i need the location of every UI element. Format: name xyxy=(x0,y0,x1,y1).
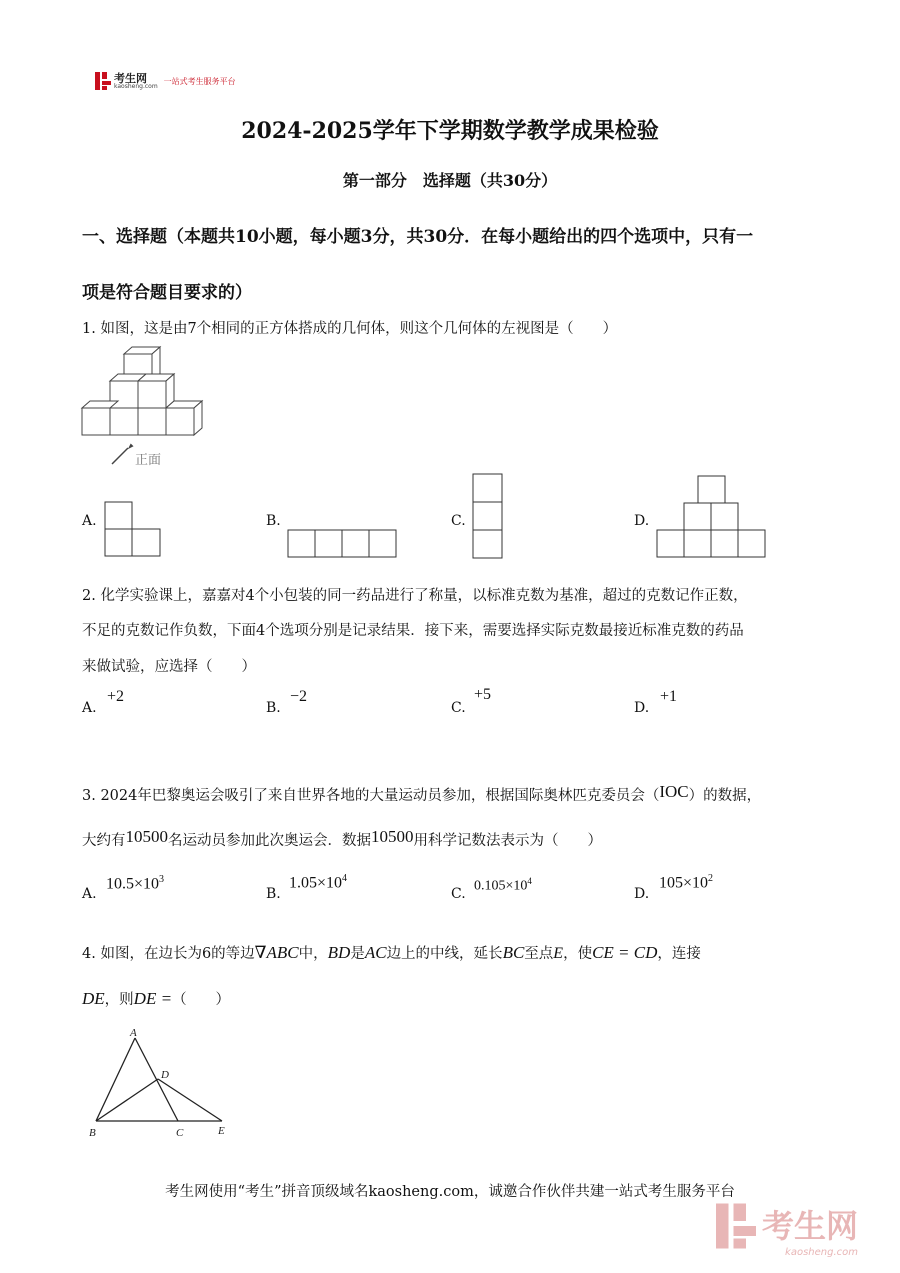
q1-option-b-label[interactable]: B. xyxy=(266,513,281,529)
q4-e: E xyxy=(553,945,564,962)
q1-option-c-figure[interactable] xyxy=(472,472,506,560)
point-d-label: D xyxy=(161,1069,169,1081)
q1-option-c-label[interactable]: C. xyxy=(451,513,466,529)
q3-option-a-value[interactable] xyxy=(106,874,164,893)
front-label: 正面 xyxy=(135,453,162,468)
q4-bd: BD xyxy=(327,943,351,962)
page-title: 2024-2025学年下学期数学教学成果检验 xyxy=(241,118,659,144)
q3-option-c-value[interactable] xyxy=(474,876,532,895)
q1-solid-figure xyxy=(80,346,205,471)
q4-text-5: 至点 xyxy=(524,946,554,962)
logo-text xyxy=(114,73,158,90)
question-2-line1: 2. 化学实验课上，嘉嘉对4个小包装的同一药品进行了称量，以标准克数为基准，超过的克数记作正数， xyxy=(82,588,748,604)
q1-option-a-figure[interactable] xyxy=(104,500,164,560)
q3-text-a: 3. 2024年巴黎奥运会吸引了来自世界各地的大量运动员参加，根据国际奥林匹克委员会（ xyxy=(82,788,660,804)
q4-text-6: ，使 xyxy=(563,946,593,962)
part-heading: 第一部分 选择题（共30分） xyxy=(342,171,558,190)
q3-ioc: IOC xyxy=(659,782,689,801)
logo-name: 考生网 xyxy=(114,71,147,85)
q3-option-d-value[interactable] xyxy=(659,873,713,892)
q2-option-a-value[interactable]: +2 xyxy=(107,688,125,705)
q3-option-a-label[interactable]: A. xyxy=(82,886,97,902)
q4-de: DE xyxy=(82,989,105,1008)
watermark-name: 考生网 xyxy=(762,1207,859,1245)
q3-option-c-base: 0.105×10 xyxy=(474,878,528,894)
q2-option-a-label[interactable]: A. xyxy=(82,700,97,716)
question-1-text: 1. 如图，这是由7个相同的正方体搭成的几何体，则这个几何体的左视图是（ ） xyxy=(82,321,618,337)
q3-option-b-base: 1.05×10 xyxy=(289,874,343,892)
page-footer: 考生网使用“考生”拼音顶级域名kaosheng.com，诚邀合作伙伴共建一站式考生服务平台 xyxy=(165,1184,735,1200)
q4-bc: BC xyxy=(502,943,525,962)
q4-de-equals: DE = xyxy=(133,989,173,1008)
q1-option-d-figure[interactable] xyxy=(656,474,770,560)
q3-number-2: 10500 xyxy=(371,827,414,846)
point-c-label: C xyxy=(176,1127,184,1139)
q2-option-d-value[interactable]: +1 xyxy=(660,688,678,705)
section-heading-line1: 一、选择题（本题共10小题，每小题3分，共30分．在每小题给出的四个选项中，只有一 xyxy=(82,227,754,247)
q4-triangle: ∇ABC xyxy=(254,943,299,962)
q4-ac: AC xyxy=(364,943,387,962)
q3-option-a-exp: 3 xyxy=(159,874,165,885)
q3-option-d-exp: 2 xyxy=(708,873,714,884)
q4-text-4: 边上的中线，延长 xyxy=(386,946,503,962)
q3-option-a-base: 10.5×10 xyxy=(106,875,160,893)
point-b-label: B xyxy=(89,1127,96,1139)
section-heading-line2: 项是符合题目要求的） xyxy=(82,283,252,303)
watermark xyxy=(716,1201,858,1258)
question-2-line2: 不足的克数记作负数，下面4个选项分别是记录结果．接下来，需要选择实际克数最接近标准克数的药品 xyxy=(82,623,744,639)
q4-text-1: 4. 如图，在边长为6的等边 xyxy=(82,946,255,962)
q3-number-1: 10500 xyxy=(125,827,168,846)
question-3-line1 xyxy=(82,784,842,805)
point-a-label: A xyxy=(130,1027,137,1039)
logo-domain: kaosheng.com xyxy=(114,82,158,90)
logo-slogan: 一站式考生服务平台 xyxy=(163,76,236,86)
q4-text-3: 是 xyxy=(350,946,365,962)
question-4-line1 xyxy=(82,942,882,963)
q1-option-d-label[interactable]: D. xyxy=(634,513,650,529)
watermark-logo-icon xyxy=(716,1201,756,1251)
q2-option-b-value[interactable]: −2 xyxy=(290,688,308,705)
q3-option-b-label[interactable]: B. xyxy=(266,886,281,902)
q4-text-9: （ ） xyxy=(172,992,231,1008)
q3-text-c: 大约有 xyxy=(82,833,126,849)
q4-triangle-figure xyxy=(86,1026,236,1146)
header-logo xyxy=(95,72,236,90)
q1-option-b-figure[interactable] xyxy=(287,528,399,560)
q3-option-b-value[interactable] xyxy=(289,873,347,892)
q3-option-b-exp: 4 xyxy=(342,873,348,884)
q3-option-c-exp: 4 xyxy=(527,876,532,886)
q3-text-e: 用科学记数法表示为（ ） xyxy=(413,833,602,849)
q4-equation: CE = CD xyxy=(592,943,658,962)
q3-option-d-base: 105×10 xyxy=(659,874,709,892)
q2-option-c-label[interactable]: C. xyxy=(451,700,466,716)
q2-option-b-label[interactable]: B. xyxy=(266,700,281,716)
q2-option-c-value[interactable]: +5 xyxy=(474,686,492,703)
question-4-line2 xyxy=(82,988,842,1009)
q4-text-8: ，则 xyxy=(104,992,134,1008)
kaosheng-logo-icon xyxy=(95,72,111,90)
q3-text-b: ）的数据， xyxy=(688,788,762,804)
point-e-label: E xyxy=(218,1125,225,1137)
q4-text-2: 中， xyxy=(298,946,328,962)
q3-option-d-label[interactable]: D. xyxy=(634,886,650,902)
watermark-domain: kaosheng.com xyxy=(785,1247,859,1258)
question-2-line3: 来做试验，应选择（ ） xyxy=(82,659,256,675)
q3-text-d: 名运动员参加此次奥运会．数据 xyxy=(168,833,371,849)
q3-option-c-label[interactable]: C. xyxy=(451,886,466,902)
question-3-line2 xyxy=(82,829,842,850)
q1-option-a-label[interactable]: A. xyxy=(82,513,97,529)
q4-text-7: ，连接 xyxy=(657,946,701,962)
q2-option-d-label[interactable]: D. xyxy=(634,700,650,716)
